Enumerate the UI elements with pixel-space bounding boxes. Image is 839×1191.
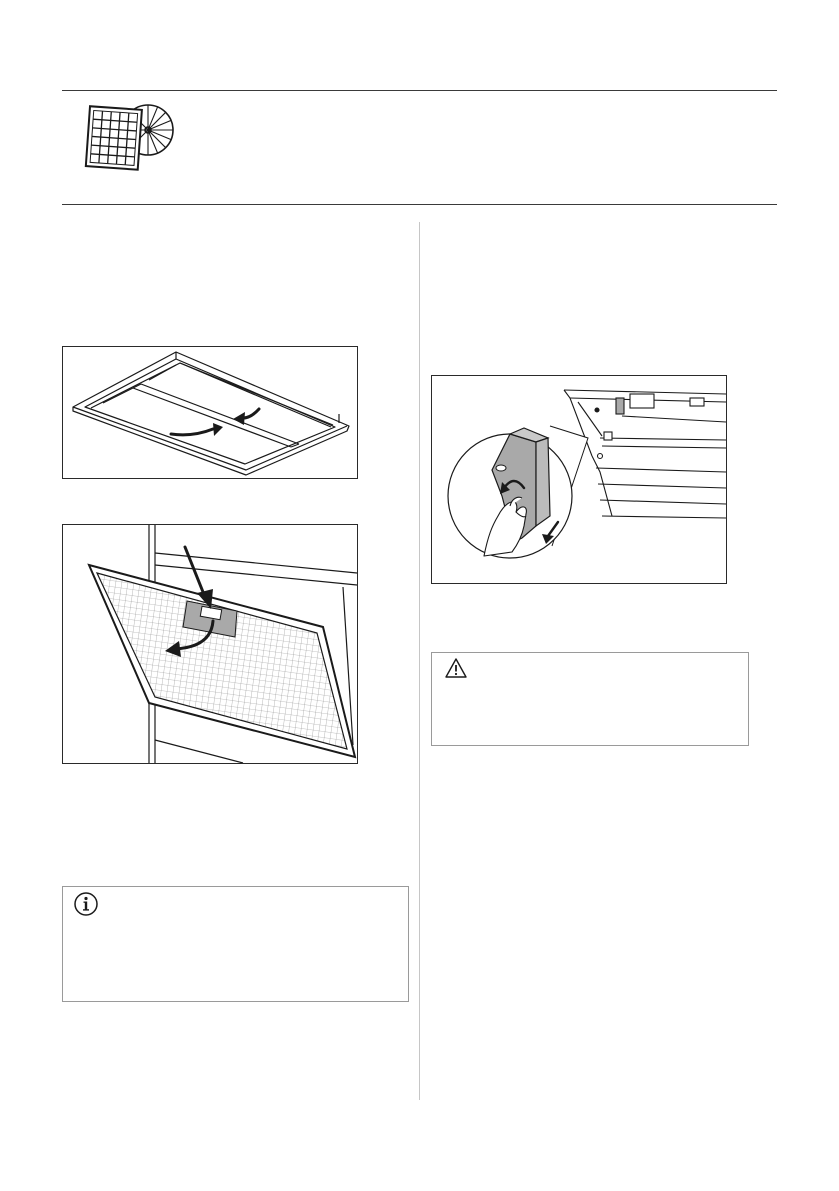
filter-clip-illustration bbox=[431, 375, 727, 584]
warning-icon bbox=[444, 657, 468, 679]
header-top-rule bbox=[62, 90, 777, 91]
warning-note-box bbox=[431, 652, 749, 746]
info-note-box bbox=[62, 886, 409, 1002]
header-bottom-rule bbox=[62, 204, 777, 205]
grease-filter-illustration bbox=[62, 524, 358, 764]
info-icon bbox=[73, 891, 99, 917]
column-divider bbox=[419, 222, 420, 1100]
ceiling-panel-illustration bbox=[62, 346, 358, 479]
filter-fan-icon bbox=[78, 96, 178, 176]
